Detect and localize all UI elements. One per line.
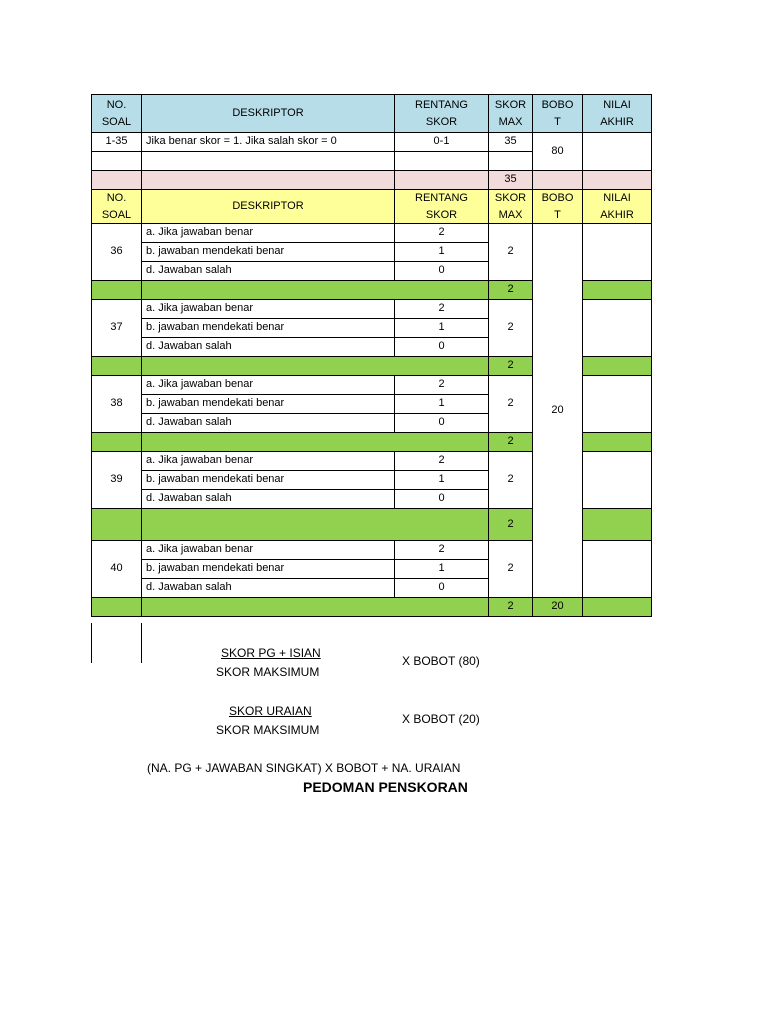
formula-1-numerator: SKOR PG + ISIAN — [221, 646, 321, 660]
question-nilai-akhir — [583, 541, 652, 598]
grid-line — [141, 623, 142, 663]
question-skor-max: 2 — [489, 224, 533, 281]
pg-total: 35 — [489, 171, 533, 190]
subtotal: 2 — [489, 598, 533, 617]
question-nilai-akhir — [583, 376, 652, 433]
total-bobot: 20 — [533, 598, 583, 617]
grid-line — [91, 623, 92, 663]
pg-rentang: 0-1 — [395, 133, 489, 152]
formula-1-denominator: SKOR MAKSIMUM — [216, 665, 320, 679]
question-nilai-akhir — [583, 452, 652, 509]
header-skor-max: SKOR MAX — [489, 190, 533, 224]
pg-bobot: 80 — [533, 133, 583, 171]
page-title: PEDOMAN PENSKORAN — [303, 779, 468, 795]
header-bobot: BOBO T — [533, 190, 583, 224]
table-row: b. jawaban mendekati benar 1 — [92, 243, 652, 262]
table-row: 40 a. Jika jawaban benar 2 2 — [92, 541, 652, 560]
pg-total-row — [92, 171, 652, 190]
pg-deskriptor: Jika benar skor = 1. Jika salah skor = 0 — [142, 133, 395, 152]
table-row: 38 a. Jika jawaban benar 2 2 — [92, 376, 652, 395]
table-row: 37 a. Jika jawaban benar 2 2 — [92, 300, 652, 319]
formula-3: (NA. PG + JAWABAN SINGKAT) X BOBOT + NA. URAIAN — [147, 761, 461, 775]
table-row: b. jawaban mendekati benar 1 — [92, 560, 652, 579]
table-row: b. jawaban mendekati benar 1 — [92, 395, 652, 414]
question-no: 36 — [92, 224, 142, 281]
table-row: d. Jawaban salah 0 — [92, 262, 652, 281]
question-no: 39 — [92, 452, 142, 509]
question-skor-max: 2 — [489, 376, 533, 433]
question-no: 40 — [92, 541, 142, 598]
table-row: 36 a. Jika jawaban benar 2 2 20 — [92, 224, 652, 243]
formula-2-denominator: SKOR MAKSIMUM — [216, 723, 320, 737]
header-nilai-akhir: NILAI AKHIR — [583, 95, 652, 133]
pg-row — [92, 133, 652, 152]
header-deskriptor: DESKRIPTOR — [142, 190, 395, 224]
header-no-soal: NO. SOAL — [92, 190, 142, 224]
question-skor-max: 2 — [489, 541, 533, 598]
table-row: b. jawaban mendekati benar 1 — [92, 471, 652, 490]
question-skor-max: 2 — [489, 300, 533, 357]
header-rentang-skor: RENTANG SKOR — [395, 190, 489, 224]
question-no: 37 — [92, 300, 142, 357]
pg-no: 1-35 — [92, 133, 142, 152]
formula-2-multiplier: X BOBOT (20) — [402, 712, 480, 726]
header-no-soal: NO. SOAL — [92, 95, 142, 133]
pg-skor-max: 35 — [489, 133, 533, 152]
uraian-bobot: 20 — [533, 224, 583, 598]
table-row: d. Jawaban salah 0 — [92, 338, 652, 357]
subtotal: 2 — [489, 357, 533, 376]
pg-nilai-akhir — [583, 133, 652, 171]
header-bobot: BOBO T — [533, 95, 583, 133]
question-no: 38 — [92, 376, 142, 433]
formula-1-multiplier: X BOBOT (80) — [402, 654, 480, 668]
subtotal: 2 — [489, 433, 533, 452]
question-nilai-akhir — [583, 300, 652, 357]
question-skor-max: 2 — [489, 452, 533, 509]
formula-2-numerator: SKOR URAIAN — [229, 704, 312, 718]
question-nilai-akhir — [583, 224, 652, 281]
table-row: 39 a. Jika jawaban benar 2 2 — [92, 452, 652, 471]
table-row: d. Jawaban salah 0 — [92, 579, 652, 598]
table-row: d. Jawaban salah 0 — [92, 490, 652, 509]
header-row-pg — [92, 95, 652, 133]
header-rentang-skor: RENTANG SKOR — [395, 95, 489, 133]
subtotal-row — [92, 598, 652, 617]
header-nilai-akhir: NILAI AKHIR — [583, 190, 652, 224]
table-row: d. Jawaban salah 0 — [92, 414, 652, 433]
subtotal: 2 — [489, 509, 533, 541]
subtotal: 2 — [489, 281, 533, 300]
header-skor-max: SKOR MAX — [489, 95, 533, 133]
header-row-uraian — [92, 190, 652, 224]
header-deskriptor: DESKRIPTOR — [142, 95, 395, 133]
table-row: b. jawaban mendekati benar 1 — [92, 319, 652, 338]
scoring-table — [91, 94, 652, 617]
